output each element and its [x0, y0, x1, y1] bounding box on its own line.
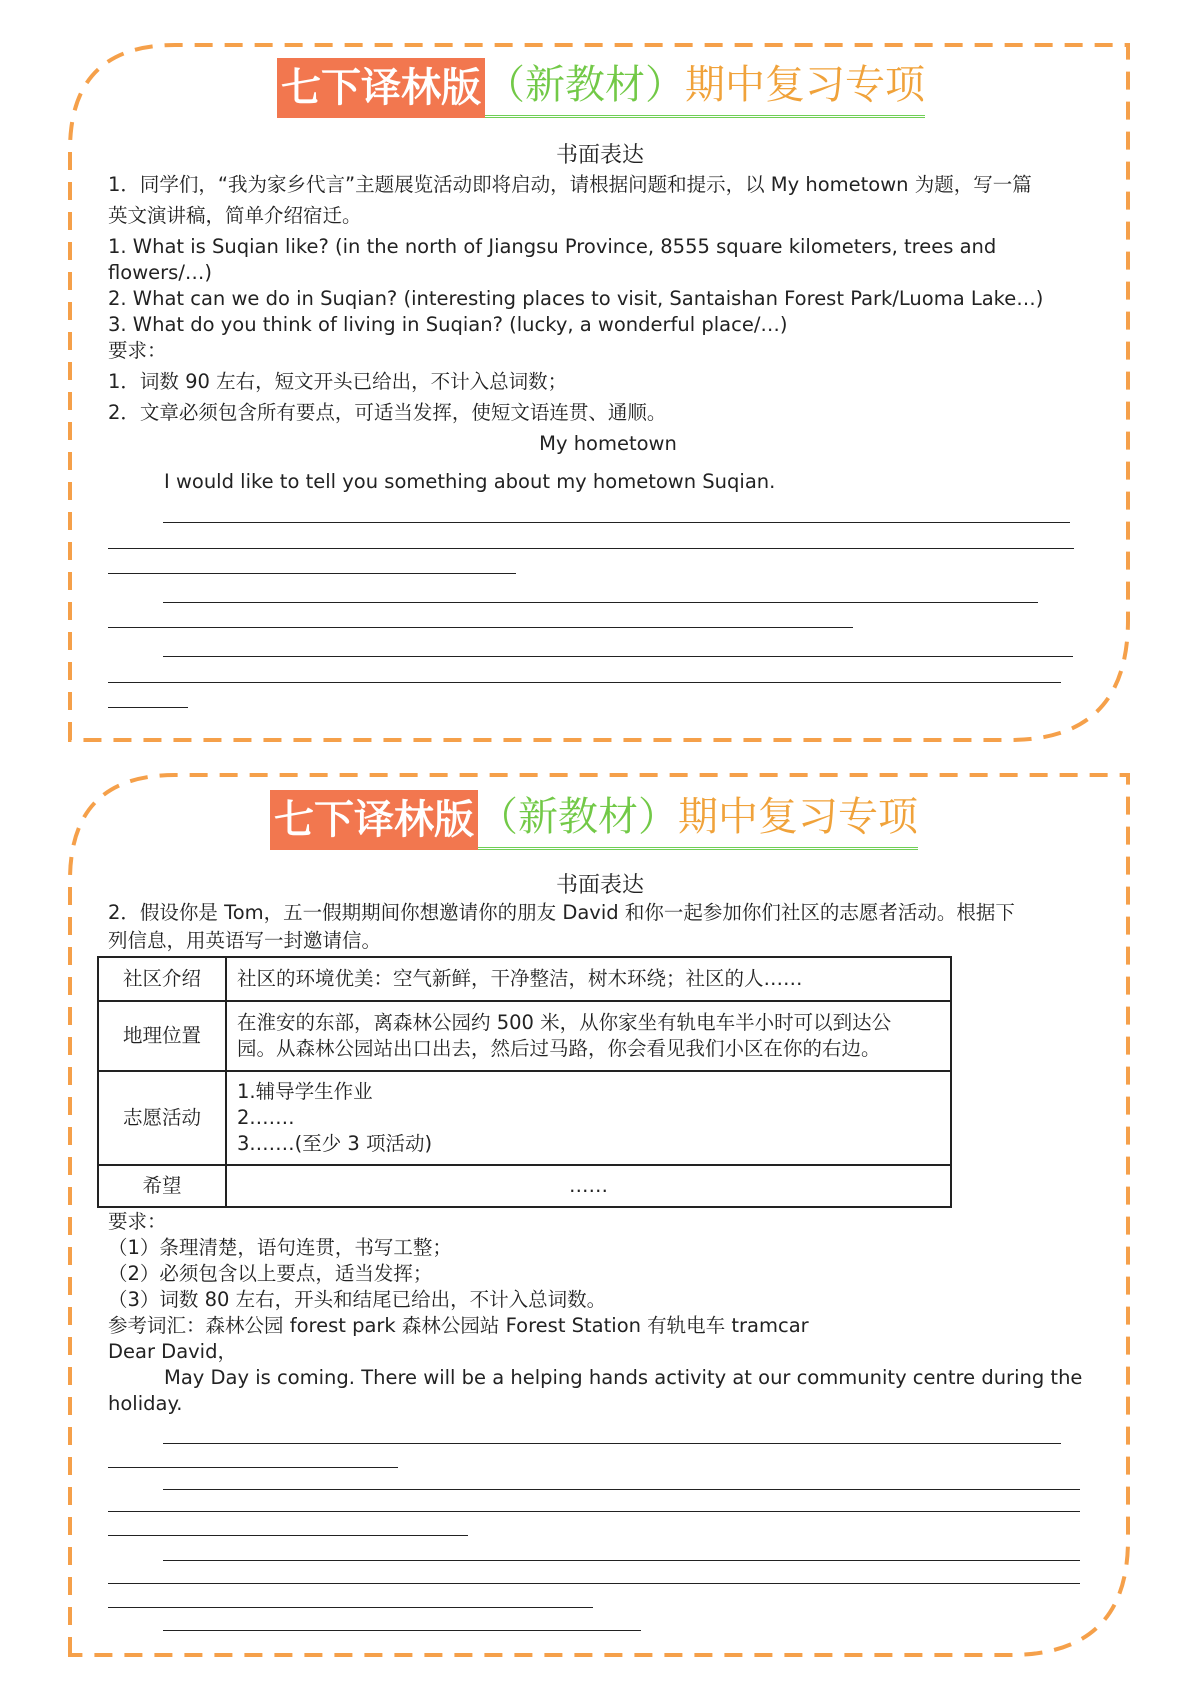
writing-line[interactable]	[163, 522, 1070, 523]
requirement-item: 1．词数 90 左右，短文开头已给出，不计入总词数；	[108, 370, 568, 393]
card2-subtitle: 书面表达	[555, 873, 644, 898]
table-value-line: 3.……(至少 3 项活动)	[237, 1132, 433, 1155]
letter-opening-cont: holiday.	[108, 1392, 183, 1415]
table-value-line: 园。从森林公园站出口出去，然后过马路，你会看见我们小区在你的右边。	[237, 1037, 881, 1060]
table-key: 地理位置	[98, 1001, 226, 1071]
table-value-line: 2.……	[237, 1106, 295, 1129]
table-row	[98, 1165, 951, 1207]
table-value-line: 1.辅导学生作业	[237, 1080, 373, 1103]
table-value	[226, 1071, 951, 1165]
title-highlight: 七下译林版	[277, 58, 485, 118]
card2-prompt	[108, 900, 1108, 954]
requirement-item: 2．文章必须包含所有要点，可适当发挥，使短文语连贯、通顺。	[108, 401, 667, 424]
title-orange-text: 期中复习专项	[685, 62, 925, 108]
table-value-line: 在淮安的东部，离森林公园约 500 米，从你家坐有轨电车半小时可以到达公	[237, 1011, 892, 1034]
requirement-item: （2）必须包含以上要点，适当发挥；	[108, 1262, 433, 1285]
table-key: 希望	[98, 1165, 226, 1207]
writing-line[interactable]	[163, 656, 1073, 657]
card2-requirements	[108, 1209, 1108, 1417]
card1-title	[277, 58, 925, 118]
writing-line[interactable]	[108, 682, 1061, 683]
table-key: 社区介绍	[98, 957, 226, 1001]
writing-line[interactable]	[163, 1489, 1080, 1490]
table-value	[226, 957, 951, 1001]
requirement-item: （3）词数 80 左右，开头和结尾已给出，不计入总词数。	[108, 1288, 607, 1311]
requirements-label: 要求：	[108, 1210, 167, 1233]
requirement-item: （1）条理清楚，语句连贯，书写工整；	[108, 1236, 452, 1259]
title-green-text: （新教材）	[485, 62, 685, 108]
card2-title	[270, 790, 918, 850]
writing-line[interactable]	[108, 573, 516, 574]
writing-line[interactable]	[108, 1535, 468, 1536]
essay-title: My hometown	[539, 432, 677, 455]
table-row	[98, 957, 951, 1001]
writing-line[interactable]	[108, 1511, 1080, 1512]
writing-line[interactable]	[163, 1560, 1080, 1561]
writing-line[interactable]	[108, 1467, 398, 1468]
question-line: 3. What do you think of living in Suqian? (lucky, a wonderful place/…)	[108, 313, 788, 336]
writing-line[interactable]	[163, 1630, 641, 1631]
writing-line[interactable]	[108, 1607, 593, 1608]
table-value	[226, 1165, 951, 1207]
table-value-line: 社区的环境优美：空气新鲜，干净整洁，树木环绕；社区的人……	[237, 967, 803, 990]
essay-opening: I would like to tell you something about my hometown Suqian.	[164, 470, 776, 493]
prompt-line: 2．假设你是 Tom，五一假期期间你想邀请你的朋友 David 和你一起参加你们社区的志愿者活动。根据下	[108, 901, 1015, 924]
title-green-text: （新教材）	[478, 794, 678, 840]
table-row	[98, 1001, 951, 1071]
writing-line[interactable]	[163, 602, 1038, 603]
question-line: flowers/…)	[108, 261, 213, 284]
title-rest	[478, 789, 918, 850]
writing-line[interactable]	[108, 707, 188, 708]
question-line: 2. What can we do in Suqian? (interesting places to visit, Santaishan Forest Park/Luoma Lake…)	[108, 287, 1044, 310]
table-value	[226, 1001, 951, 1071]
card1-subtitle: 书面表达	[555, 143, 644, 168]
table-value-line: ……	[569, 1174, 608, 1197]
question-line: 1. What is Suqian like? (in the north of Jiangsu Province, 8555 square kilometers, trees and	[108, 235, 997, 258]
vocabulary: 参考词汇：森林公园 forest park 森林公园站 Forest Station 有轨电车 tramcar	[108, 1314, 809, 1337]
table-row	[98, 1071, 951, 1165]
writing-line[interactable]	[108, 627, 853, 628]
letter-opening: May Day is coming. There will be a helping hands activity at our community centre during the	[164, 1366, 1083, 1389]
title-highlight: 七下译林版	[270, 790, 478, 850]
prompt-line: 1．同学们，“我为家乡代言”主题展览活动即将启动，请根据问题和提示，以 My hometown 为题，写一篇	[108, 173, 1032, 196]
table-key: 志愿活动	[98, 1071, 226, 1165]
card1-prompt	[108, 172, 1108, 495]
writing-line[interactable]	[108, 1583, 1080, 1584]
writing-line[interactable]	[163, 1443, 1061, 1444]
title-rest	[485, 57, 925, 118]
requirements-label: 要求：	[108, 339, 167, 362]
writing-line[interactable]	[108, 548, 1074, 549]
title-orange-text: 期中复习专项	[678, 794, 918, 840]
prompt-line: 英文演讲稿，简单介绍宿迁。	[108, 204, 362, 227]
salutation: Dear David，	[108, 1340, 237, 1363]
prompt-line: 列信息，用英语写一封邀请信。	[108, 929, 382, 952]
info-table	[97, 956, 952, 1208]
